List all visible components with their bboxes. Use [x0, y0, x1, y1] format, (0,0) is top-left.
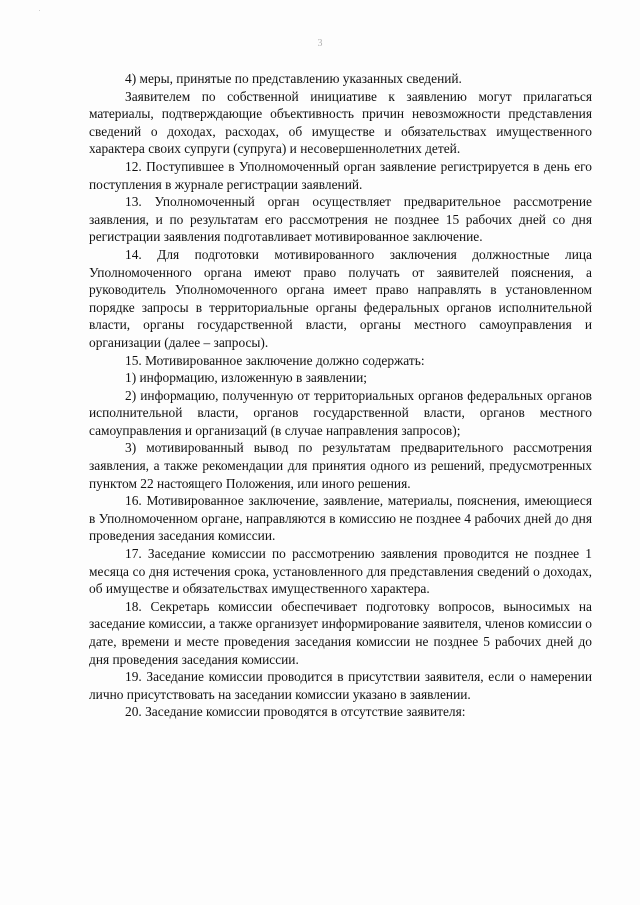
paragraph-15-item-1: 1) информацию, изложенную в заявлении; — [125, 370, 368, 386]
page-number: 3 — [317, 38, 323, 49]
scan-mark: · — [38, 5, 41, 15]
paragraph-16: 16. Мотивированное заключение, заявление, материалы, пояснения, имеющиеся в Уполномоченном органе, направляются в комиссию не позднее 4 рабочих дней до дня проведения заседания комиссии. — [89, 493, 592, 544]
paragraph-item-4: 4) меры, принятые по представлению указанных сведений. — [125, 71, 462, 86]
paragraph-15-item-2: 2) информацию, полученную от территориальных органов федеральных органов исполнительной власти, органов государственной власти, органов местного самоуправления и организаций (в случае направления запросов); — [89, 387, 592, 438]
paragraph-14: 14. Для подготовки мотивированного заключения должностные лица Уполномоченного органа имеют право получать от заявителей пояснения, а руководитель Уполномоченного органа имеет право направлять в установленном порядке запросы в территориальные органы федеральных органов исполнительной власти, органы государственной власти, органы местного самоуправления и организации (далее – запросы). — [89, 246, 592, 350]
paragraph-20: 20. Заседание комиссии проводятся в отсутствие заявителя: — [125, 704, 466, 720]
paragraph-12: 12. Поступившее в Уполномоченный орган заявление регистрируется в день его поступления в журнале регистрации заявлений. — [89, 158, 592, 192]
paragraph-applicant-materials: Заявителем по собственной инициативе к заявлению могут прилагаться материалы, подтверждающие объективность причин невозможности представления сведений о доходах, расходах, об имуществе и обязательствах имущественного характера своих супруги (супруга) и несовершеннолетних детей. — [89, 88, 592, 157]
paragraph-15: 15. Мотивированное заключение должно содержать: — [125, 352, 425, 368]
paragraph-15-item-3: 3) мотивированный вывод по результатам предварительного рассмотрения заявления, а также рекомендации для принятия одного из решений, предусмотренных пунктом 22 настоящего Положения, или иного решения. — [89, 440, 592, 491]
paragraph-17: 17. Заседание комиссии по рассмотрению заявления проводится не позднее 1 месяца со дня истечения срока, установленного для представления сведений о доходах, об имуществе и обязательствах имущественного характера. — [89, 546, 592, 597]
paragraph-18: 18. Секретарь комиссии обеспечивает подготовку вопросов, выносимых на заседание комиссии, а также организует информирование заявителя, членов комиссии о дате, времени и месте проведения заседания комиссии не позднее 5 рабочих дней до дня проведения заседания комиссии. — [89, 598, 592, 667]
paragraph-13: 13. Уполномоченный орган осуществляет предварительное рассмотрение заявления, и по результатам его рассмотрения не позднее 15 рабочих дней со дня регистрации заявления подготавливает мотивированное заключение. — [89, 194, 592, 245]
paragraph-19: 19. Заседание комиссии проводится в присутствии заявителя, если о намерении лично присутствовать на заседании комиссии указано в заявлении. — [89, 669, 592, 702]
document-body — [89, 70, 592, 721]
